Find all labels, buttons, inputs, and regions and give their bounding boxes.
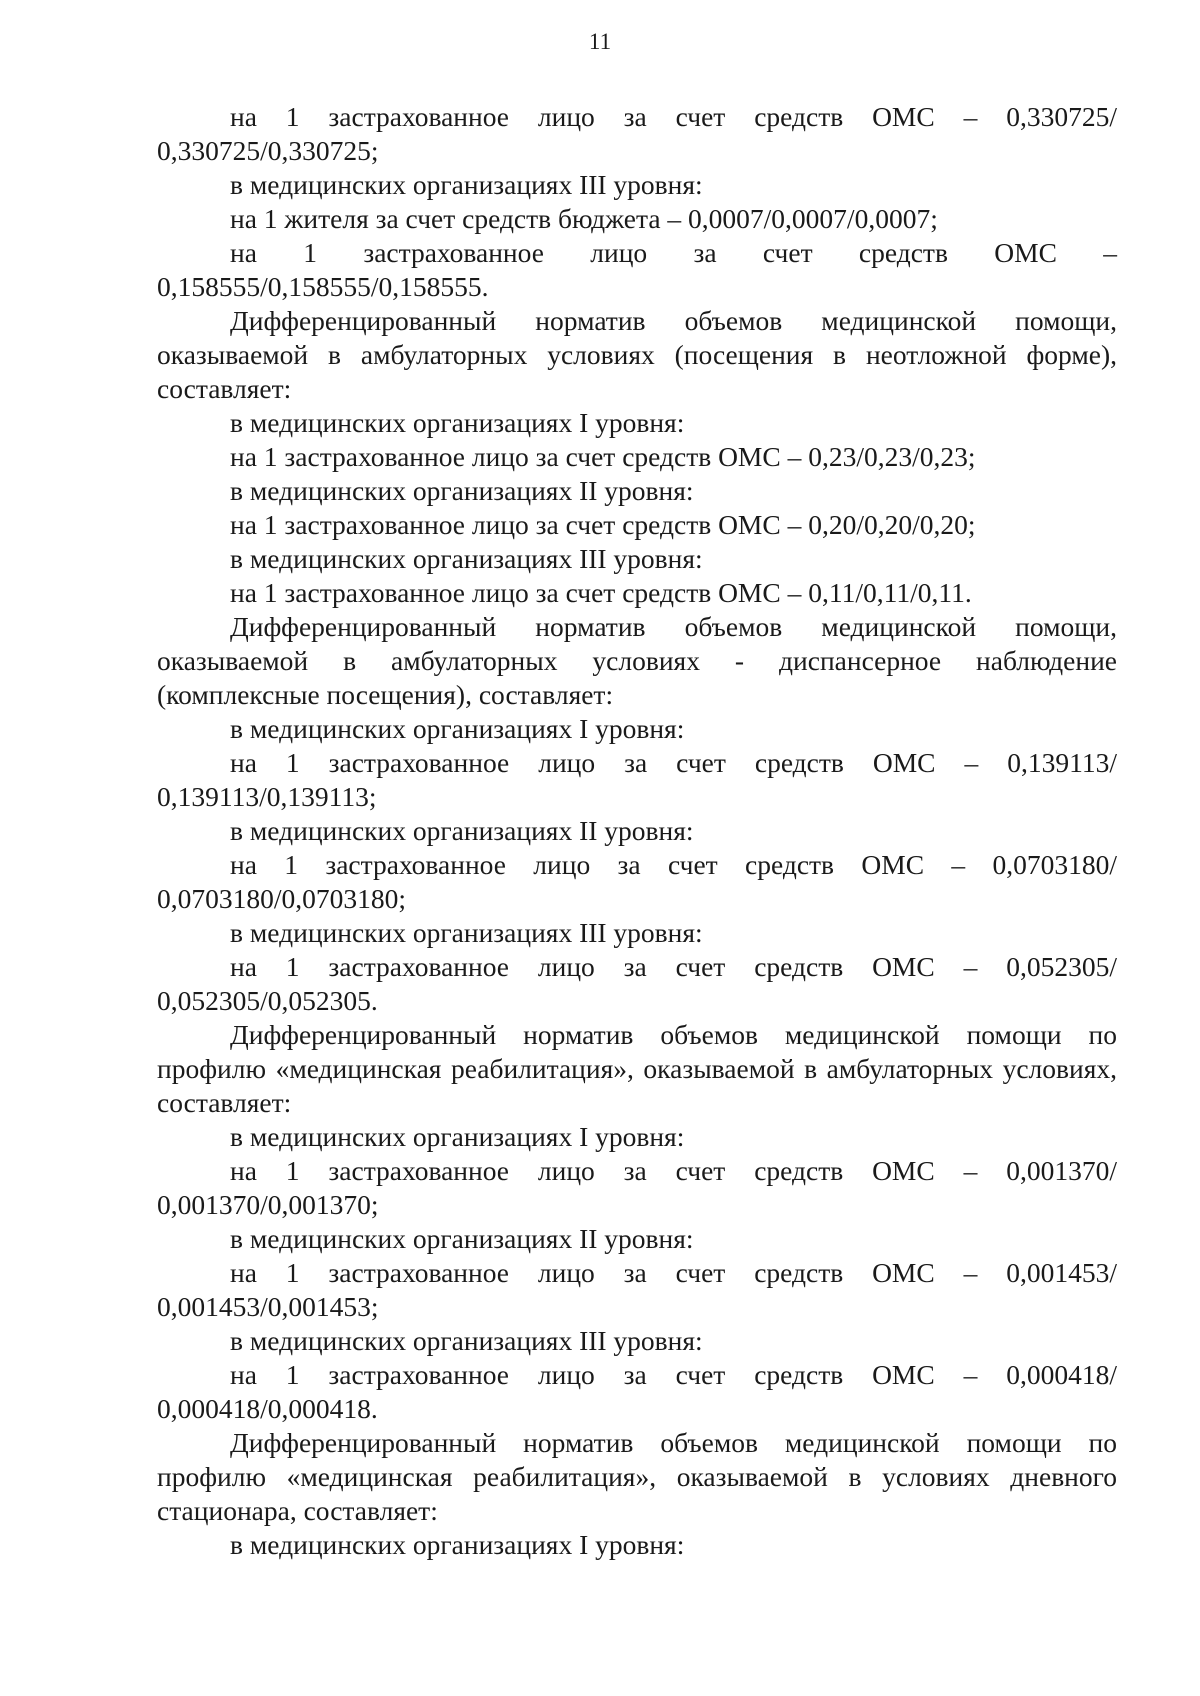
- paragraph: в медицинских организациях I уровня:: [230, 713, 685, 744]
- paragraph: на 1 застрахованное лицо за счет средств ОМС – 0,20/0,20/0,20;: [230, 509, 976, 540]
- paragraph: на 1 застрахованное лицо за счет средств ОМС – 0,001453/ 0,001453/0,001453;: [157, 1257, 1117, 1322]
- paragraph: в медицинских организациях II уровня:: [230, 475, 694, 506]
- paragraph: в медицинских организациях III уровня:: [230, 917, 703, 948]
- paragraph: на 1 застрахованное лицо за счет средств ОМС – 0,11/0,11/0,11.: [230, 577, 972, 608]
- paragraph: Дифференцированный норматив объемов медицинской помощи, оказываемой в амбулаторных условиях - диспансерное наблюдение (комплексные посещения), составляет:: [157, 611, 1117, 710]
- paragraph: в медицинских организациях III уровня:: [230, 169, 703, 200]
- paragraph: в медицинских организациях II уровня:: [230, 1223, 694, 1254]
- paragraph: на 1 жителя за счет средств бюджета – 0,0007/0,0007/0,0007;: [230, 203, 938, 234]
- paragraph: на 1 застрахованное лицо за счет средств ОМС – 0,052305/ 0,052305/0,052305.: [157, 951, 1117, 1016]
- document-body: [157, 100, 1117, 1562]
- paragraph: в медицинских организациях III уровня:: [230, 543, 703, 574]
- paragraph: Дифференцированный норматив объемов медицинской помощи по профилю «медицинская реабилитация», оказываемой в условиях дневного стационара, составляет:: [157, 1427, 1117, 1526]
- paragraph: на 1 застрахованное лицо за счет средств ОМС – 0,139113/ 0,139113/0,139113;: [157, 747, 1117, 812]
- paragraph: на 1 застрахованное лицо за счет средств ОМС – 0,0703180/ 0,0703180/0,0703180;: [157, 849, 1117, 914]
- paragraph: на 1 застрахованное лицо за счет средств ОМС – 0,000418/ 0,000418/0,000418.: [157, 1359, 1117, 1424]
- paragraph: на 1 застрахованное лицо за счет средств ОМС – 0,158555/0,158555/0,158555.: [157, 237, 1117, 302]
- paragraph: в медицинских организациях I уровня:: [230, 1121, 685, 1152]
- paragraph: Дифференцированный норматив объемов медицинской помощи, оказываемой в амбулаторных условиях (посещения в неотложной форме), составляет:: [157, 305, 1117, 404]
- paragraph: на 1 застрахованное лицо за счет средств ОМС – 0,23/0,23/0,23;: [230, 441, 976, 472]
- paragraph: в медицинских организациях III уровня:: [230, 1325, 703, 1356]
- paragraph: в медицинских организациях I уровня:: [230, 407, 685, 438]
- paragraph: Дифференцированный норматив объемов медицинской помощи по профилю «медицинская реабилитация», оказываемой в амбулаторных условиях, составляет:: [157, 1019, 1117, 1118]
- paragraph: в медицинских организациях II уровня:: [230, 815, 694, 846]
- paragraph: в медицинских организациях I уровня:: [230, 1529, 685, 1560]
- paragraph: на 1 застрахованное лицо за счет средств ОМС – 0,001370/ 0,001370/0,001370;: [157, 1155, 1117, 1220]
- page-number: 11: [588, 29, 612, 54]
- paragraph: на 1 застрахованное лицо за счет средств ОМС – 0,330725/ 0,330725/0,330725;: [157, 101, 1117, 166]
